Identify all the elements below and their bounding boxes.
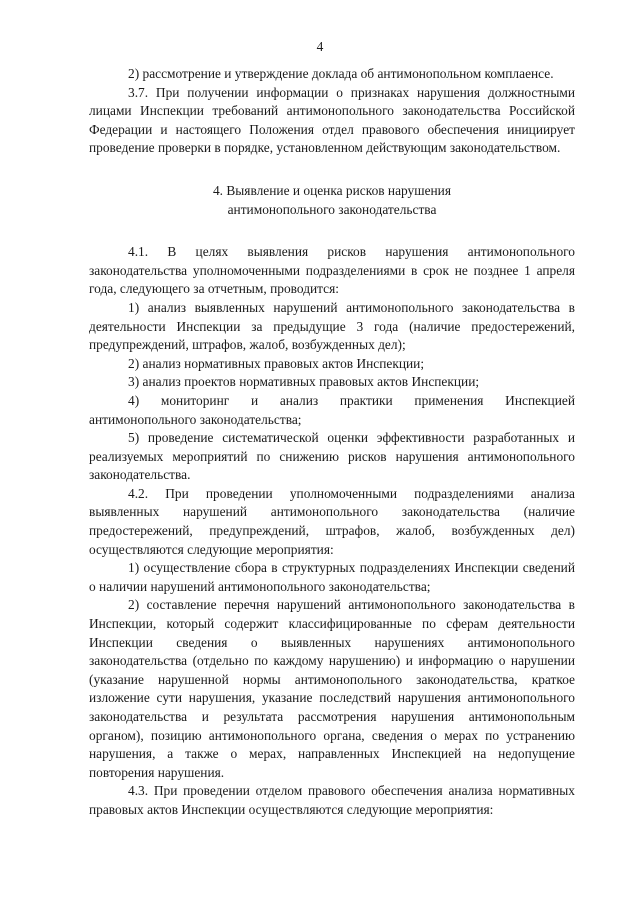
list-item-4-1-1: 1) анализ выявленных нарушений антимонопольного законодательства в деятельности Инспекции за предыдущие 3 года (наличие предостережений, предупреждений, штрафов, жалоб, возбужденных дел); bbox=[89, 299, 575, 353]
paragraph-item-2-report: 2) рассмотрение и утверждение доклада об антимонопольном комплаенсе. bbox=[128, 66, 554, 81]
list-item-4-2-2: 2) составление перечня нарушений антимонопольного законодательства в Инспекции, который содержит классифицированные по сферам деятельности Инспекции сведения о выявленных нарушениях антимонопольного законодательства (отдельно по каждому нарушению) и информацию о нарушении (указание нарушенной нормы антимонопольного законодательства, краткое изложение сути нарушения, указание последствий нарушения антимонопольного законодательства и результата рассмотрения нарушения антимонопольным органом), позицию антимонопольного органа, сведения о мерах по устранению нарушения, а также о мерах, направленных Инспекцией на недопущение повторения нарушения. bbox=[89, 597, 575, 780]
paragraph-4-2: 4.2. При проведении уполномоченными подразделениями анализа выявленных нарушений антимонопольного законодательства (наличие предостережений, предупреждений, штрафов, жалоб, возбужденных дел) осуществляются следующие мероприятия: bbox=[89, 485, 575, 557]
section-heading-line1: 4. Выявление и оценка рисков нарушения bbox=[212, 182, 452, 198]
paragraph-4-1: 4.1. В целях выявления рисков нарушения антимонопольного законодательства уполномоченными подразделениями в срок не позднее 1 апреля года, следующего за отчетным, проводится: bbox=[89, 244, 575, 297]
list-item-4-2-1: 1) осуществление сбора в структурных подразделениях Инспекции сведений о наличии нарушений антимонопольного законодательства; bbox=[89, 560, 575, 594]
paragraph-4-3: 4.3. При проведении отделом правового обеспечения анализа нормативных правовых актов Инспекции осуществляются следующие мероприятия: bbox=[89, 783, 575, 817]
paragraph-3-7: 3.7. При получении информации о признаках нарушения должностными лицами Инспекции требований антимонопольного законодательства Российской Федерации и настоящего Положения отдел правового обеспечения инициирует проведение проверки в порядке, установленном действующим законодательством. bbox=[89, 84, 575, 156]
page-number: 4 bbox=[316, 39, 324, 54]
list-item-4-1-3: 3) анализ проектов нормативных правовых актов Инспекции; bbox=[128, 374, 480, 390]
section-heading-line2: антимонопольного законодательства bbox=[227, 201, 437, 217]
list-item-4-1-4: 4) мониторинг и анализ практики применения Инспекцией антимонопольного законодательства; bbox=[89, 392, 575, 427]
section-heading bbox=[89, 182, 575, 219]
list-item-4-1-2: 2) анализ нормативных правовых актов Инспекции; bbox=[128, 355, 425, 371]
document-body bbox=[89, 65, 575, 820]
list-item-4-1-5: 5) проведение систематической оценки эффективности разработанных и реализуемых мероприятий по снижению рисков нарушения антимонопольного законодательства. bbox=[89, 430, 575, 483]
